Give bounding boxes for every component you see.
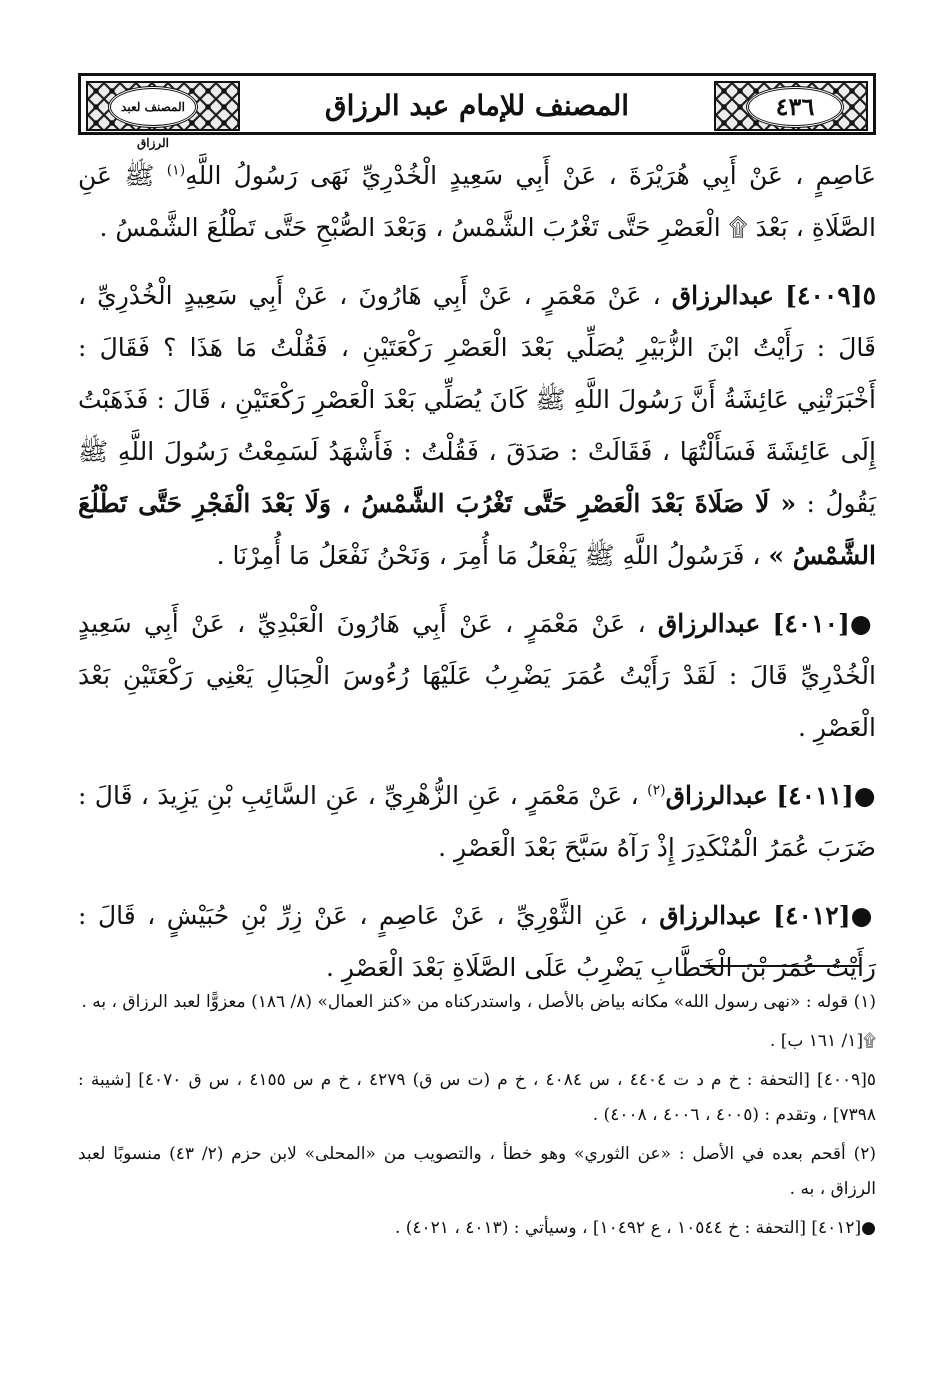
hadith-4011 (78, 770, 876, 874)
isnad-name: عبدالرزاق (659, 901, 762, 930)
isnad-name: عبدالرزاق (665, 781, 768, 810)
continuation-line2: الْعَصْرِ حَتَّى تَغْرُبَ الشَّمْسُ ، وَبَعْدَ الصُّبْحِ حَتَّى تَطْلُعَ الشَّمْسُ . (99, 213, 721, 242)
hadith-marker: ● (850, 901, 876, 930)
takhrij-4012: ●[٤٠١٢] [التحفة : خ ١٠٥٤٤ ، ع ١٠٤٩٢] ، وسيأتي : (٤٠١٣ ، ٤٠٢١) . (394, 1218, 876, 1238)
page-number: ٤٣٦ (746, 86, 844, 128)
book-logo-seal: المصنف لعبد الرزاق (108, 86, 198, 128)
folio-note: ۩[١/ ١٦١ ب] . (769, 1031, 876, 1051)
hadith-4009 (78, 270, 876, 582)
hadith-text: ، عَنْ مَعْمَرٍ ، عَنِ الزُّهْرِيِّ ، عَنِ السَّائِبِ بْنِ يَزِيدَ ، قَالَ : ضَرَبَ عُمَرُ الْمُنْكَدِرَ إِذْ رَآهُ سَبَّحَ بَعْدَ الْعَصْرِ . (78, 781, 876, 862)
hadith-marker: ● (849, 609, 876, 638)
continuation-paragraph (78, 150, 876, 254)
hadith-number: [٤٠١٢] (773, 901, 851, 930)
ornament-left (86, 81, 240, 150)
hadith-text: ، عَنْ مَعْمَرٍ ، عَنْ أَبِي هَارُونَ الْعَبْدِيِّ ، عَنْ أَبِي سَعِيدٍ الْخُدْرِيِّ قَالَ : لَقَدْ رَأَيْتُ عُمَرَ يَضْرِبُ عَلَيْهَا رُءُوسَ الْحِبَالِ يَعْنِي رَكْعَتَيْنِ بَعْدَ الْعَصْرِ . (78, 609, 876, 742)
isnad-name: عبدالرزاق (671, 281, 775, 310)
hadith-text: ، عَنْ مَعْمَرٍ ، عَنْ أَبِي هَارُونَ ، عَنْ أَبِي سَعِيدٍ الْخُدْرِيِّ ، قَالَ : رَأَيْتُ ابْنَ الزُّبَيْرِ يُصَلِّي بَعْدَ الْعَصْرِ رَكْعَتَيْنِ ، فَقُلْتُ مَا هَذَا ؟ فَقَالَ : أَخْبَرَتْنِي عَائِشَةُ أَنَّ رَسُولَ اللَّهِ ﷺ كَانَ يُصَلِّي بَعْدَ الْعَصْرِ رَكْعَتَيْنِ ، قَالَ : فَذَهَبْتُ إِلَى عَائِشَةَ فَسَأَلْتُهَا ، فَقَالَتْ : صَدَقَ ، فَقُلْتُ : فَأَشْهَدُ لَسَمِعْتُ رَسُولَ اللَّهِ ﷺ يَقُولُ : (78, 281, 877, 518)
hadith-4010 (78, 598, 876, 754)
footnote-ref-2: (٢) (647, 782, 666, 799)
footnote-2: (٢) أقحم بعده في الأصل : «عن الثوري» وهو خطأ ، والتصويب من «المحلى» لابن حزم (٢/ ٤٣) منسوبًا لعبد الرزاق ، به . (78, 1144, 876, 1199)
folio-mark: ۩ (728, 213, 748, 242)
hadith-number: [٤٠٠٩] (785, 281, 863, 310)
footnote-separator (700, 965, 860, 967)
hadith-number: [٤٠١٠] (772, 609, 850, 638)
running-title: المصنف للإمام عبد الرزاق (324, 89, 630, 122)
ornament-right (714, 81, 868, 131)
continuation-line2-head: بَعْدَ (755, 213, 788, 242)
hadith-marker: ● (853, 781, 876, 810)
hadith-text-tail: ، فَرَسُولُ اللَّهِ ﷺ يَفْعَلُ مَا أُمِرَ ، وَنَحْنُ نَفْعَلُ مَا أُمِرْنَا . (216, 541, 761, 570)
hadith-text: ، عَنِ الثَّوْرِيِّ ، عَنْ عَاصِمٍ ، عَنْ زِرِّ بْنِ حُبَيْشٍ ، قَالَ : رَأَيْتُ عُمَرَ بْنَ الْخَطَّابِ يَضْرِبُ عَلَى الصَّلَاةِ بَعْدَ الْعَصْرِ . (78, 901, 876, 982)
main-text (78, 150, 876, 1010)
continuation-line1: عَاصِمٍ ، عَنْ أَبِي هُرَيْرَةَ ، عَنْ أَبِي سَعِيدٍ الْخُدْرِيِّ نَهَى رَسُولُ اللَّهِ (185, 161, 876, 190)
footnotes (78, 985, 876, 1250)
continuation-line1-tail: ﷺ عَنِ الصَّلَاةِ ، (78, 161, 876, 242)
takhrij-4009: ٥[٤٠٠٩] [التحفة : خ م د ت ٤٤٠٤ ، س ٤٠٨٤ ، خ م (ت س ق) ٤٢٧٩ ، خ م س ٤١٥٥ ، س ق ٤٠٧٠] [شيبة : ٧٣٩٨] ، وتقدم : (٤٠٠٥ ، ٤٠٠٦ ، ٤٠٠٨) . (78, 1070, 876, 1125)
prophetic-quote: « لَا صَلَاةَ بَعْدَ الْعَصْرِ حَتَّى تَغْرُبَ الشَّمْسُ ، وَلَا بَعْدَ الْفَجْرِ حَتَّى تَطْلُعَ الشَّمْسُ » (78, 489, 876, 570)
hadith-4012 (78, 890, 876, 994)
hadith-marker: ٥ (862, 281, 876, 310)
page-header (78, 73, 876, 150)
footnote-1: (١) قوله : «نهى رسول الله» مكانه بياض بالأصل ، واستدركناه من «كنز العمال» (٨/ ١٨٦) معزوًّا لعبد الرزاق ، به . (81, 992, 876, 1012)
footnote-ref-1: (١) (166, 162, 186, 179)
hadith-number: [٤٠١١] (776, 781, 854, 810)
isnad-name: عبدالرزاق (657, 609, 761, 638)
